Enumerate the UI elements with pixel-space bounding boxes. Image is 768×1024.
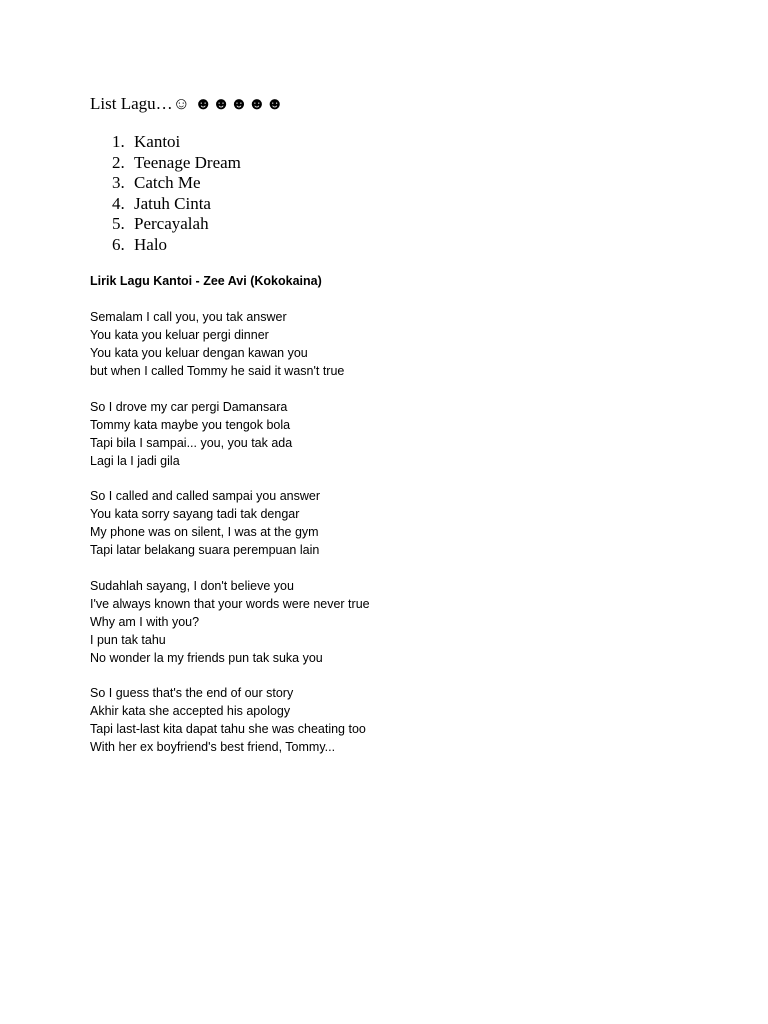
lyric-line: I pun tak tahu xyxy=(90,632,166,647)
lyric-line: but when I called Tommy he said it wasn't true xyxy=(90,364,345,378)
list-item-number: 1. xyxy=(112,132,125,151)
lyric-line: Semalam I call you, you tak answer xyxy=(90,310,287,324)
list-item-number: 3. xyxy=(112,173,125,193)
lyric-line: Sudahlah sayang, I don't believe you xyxy=(90,578,294,593)
lyrics-stanza xyxy=(90,487,370,559)
list-item-number: 6. xyxy=(112,234,125,254)
lyric-line: Tommy kata maybe you tengok bola xyxy=(90,417,291,432)
list-item xyxy=(90,214,241,235)
list-item-song: Jatuh Cinta xyxy=(134,193,211,213)
lyric-line: My phone was on silent, I was at the gym xyxy=(90,525,319,539)
lyric-line: Tapi bila I sampai... you, you tak ada xyxy=(90,435,293,450)
list-item-song: Kantoi xyxy=(134,132,181,151)
lyrics-stanza xyxy=(90,308,370,380)
lyrics-body xyxy=(90,308,370,774)
list-item-number: 5. xyxy=(112,214,125,234)
lyric-line: So I drove my car pergi Damansara xyxy=(90,399,288,414)
lyrics-stanza xyxy=(90,577,370,667)
list-item xyxy=(90,173,241,194)
lyric-line: Lagi la I jadi gila xyxy=(90,453,180,468)
list-item-song: Halo xyxy=(134,234,168,254)
lyrics-stanza xyxy=(90,684,370,756)
song-list xyxy=(90,132,241,256)
lyric-line: Why am I with you? xyxy=(90,614,200,629)
lyrics-stanza xyxy=(90,398,370,470)
lyric-line: Akhir kata she accepted his apology xyxy=(90,704,291,718)
list-item xyxy=(90,132,241,153)
list-item xyxy=(90,153,241,174)
lyric-line: So I called and called sampai you answer xyxy=(90,489,320,503)
list-item-song: Teenage Dream xyxy=(134,152,241,172)
lyrics-heading: Lirik Lagu Kantoi - Zee Avi (Kokokaina) xyxy=(90,274,322,288)
list-item-song: Percayalah xyxy=(134,214,209,234)
lyric-line: So I guess that's the end of our story xyxy=(90,686,294,700)
list-item xyxy=(90,235,241,256)
lyric-line: No wonder la my friends pun tak suka you xyxy=(90,650,323,665)
lyric-line: I've always known that your words were never true xyxy=(90,596,370,611)
lyric-line: You kata you keluar pergi dinner xyxy=(90,328,269,342)
page-title: List Lagu…☺ ☻☻☻☻☻ xyxy=(90,94,284,113)
lyric-line: You kata sorry sayang tadi tak dengar xyxy=(90,507,300,521)
list-item xyxy=(90,194,241,215)
list-item-number: 2. xyxy=(112,152,125,172)
lyric-line: Tapi last-last kita dapat tahu she was cheating too xyxy=(90,722,366,736)
lyric-line: Tapi latar belakang suara perempuan lain xyxy=(90,543,320,557)
lyric-line: With her ex boyfriend's best friend, Tommy... xyxy=(90,740,336,754)
list-item-song: Catch Me xyxy=(134,173,201,193)
list-item-number: 4. xyxy=(112,193,125,213)
lyric-line: You kata you keluar dengan kawan you xyxy=(90,346,308,360)
